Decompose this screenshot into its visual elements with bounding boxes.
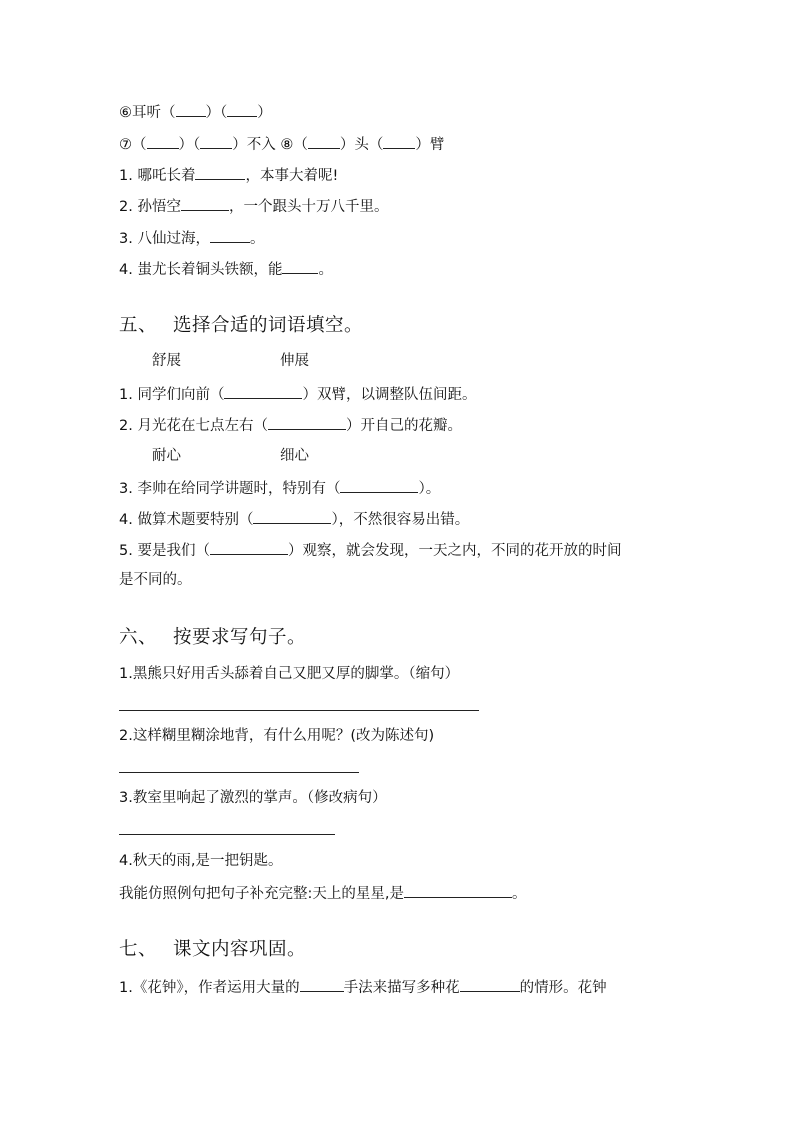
answer-blank[interactable] [340, 477, 418, 493]
answer-line[interactable] [119, 834, 335, 835]
word-option: 耐心 [152, 448, 181, 464]
answer-blank[interactable] [253, 508, 331, 524]
choice-question-1: 1. 同学们向前（ ）双臂，以调整队伍间距。 [119, 383, 476, 405]
sentence-question-3: 3.教室里响起了激烈的掌声。（修改病句） [119, 790, 387, 806]
sentence-question-2: 2.这样糊里糊涂地背，有什么用呢？(改为陈述句) [119, 728, 435, 744]
word-option: 伸展 [280, 353, 309, 369]
section-5-heading: 五、 选择合适的词语填空。 [119, 315, 364, 336]
answer-blank[interactable] [300, 976, 344, 992]
answer-blank[interactable] [210, 539, 288, 555]
answer-blank[interactable] [308, 133, 340, 149]
word-option: 舒展 [152, 353, 181, 369]
sentence-question-4-task: 我能仿照例句把句子补充完整:天上的星星,是 。 [119, 882, 527, 904]
answer-blank[interactable] [224, 383, 302, 399]
choice-question-5-continued: 是不同的。 [119, 572, 192, 588]
fill-question-3: 3. 八仙过海， 。 [119, 227, 264, 249]
answer-blank[interactable] [404, 882, 512, 898]
fill-question-1: 1. 哪吒长着 ，本事大着呢! [119, 164, 338, 186]
fill-question-4: 4. 蚩尤长着铜头铁额，能 。 [119, 258, 333, 280]
sentence-question-1: 1.黑熊只好用舌头舔着自己又肥又厚的脚掌。（缩句） [119, 666, 460, 682]
answer-blank[interactable] [282, 258, 318, 274]
idiom-item-6: ⑥耳听（ ）（ ） [119, 101, 272, 123]
section-6-heading: 六、 按要求写句子。 [119, 627, 307, 648]
answer-blank[interactable] [181, 195, 229, 211]
review-question-1: 1.《花钟》，作者运用大量的 手法来描写多种花 的情形。花钟 [119, 976, 607, 998]
sentence-question-4: 4.秋天的雨,是一把钥匙。 [119, 853, 283, 869]
idiom-item-7-8: ⑦（ ）（ ）不入 ⑧（ ）头（ ）臂 [119, 133, 444, 155]
answer-blank[interactable] [268, 414, 346, 430]
answer-blank[interactable] [147, 133, 179, 149]
answer-line[interactable] [119, 710, 479, 711]
answer-blank[interactable] [210, 227, 250, 243]
answer-blank[interactable] [227, 101, 257, 117]
answer-blank[interactable] [383, 133, 415, 149]
answer-line[interactable] [119, 772, 359, 773]
answer-blank[interactable] [460, 976, 520, 992]
word-option: 细心 [280, 448, 309, 464]
choice-question-2: 2. 月光花在七点左右（ ）开自己的花瓣。 [119, 414, 462, 436]
answer-blank[interactable] [176, 101, 206, 117]
answer-blank[interactable] [195, 164, 245, 180]
choice-question-4: 4. 做算术题要特别（ ），不然很容易出错。 [119, 508, 469, 530]
fill-question-2: 2. 孙悟空 ，一个跟头十万八千里。 [119, 195, 388, 217]
choice-question-5: 5. 要是我们（ ）观察，就会发现，一天之内，不同的花开放的时间 [119, 539, 621, 561]
choice-question-3: 3. 李帅在给同学讲题时，特别有（ ）。 [119, 477, 440, 499]
section-7-heading: 七、 课文内容巩固。 [119, 939, 307, 960]
answer-blank[interactable] [200, 133, 232, 149]
